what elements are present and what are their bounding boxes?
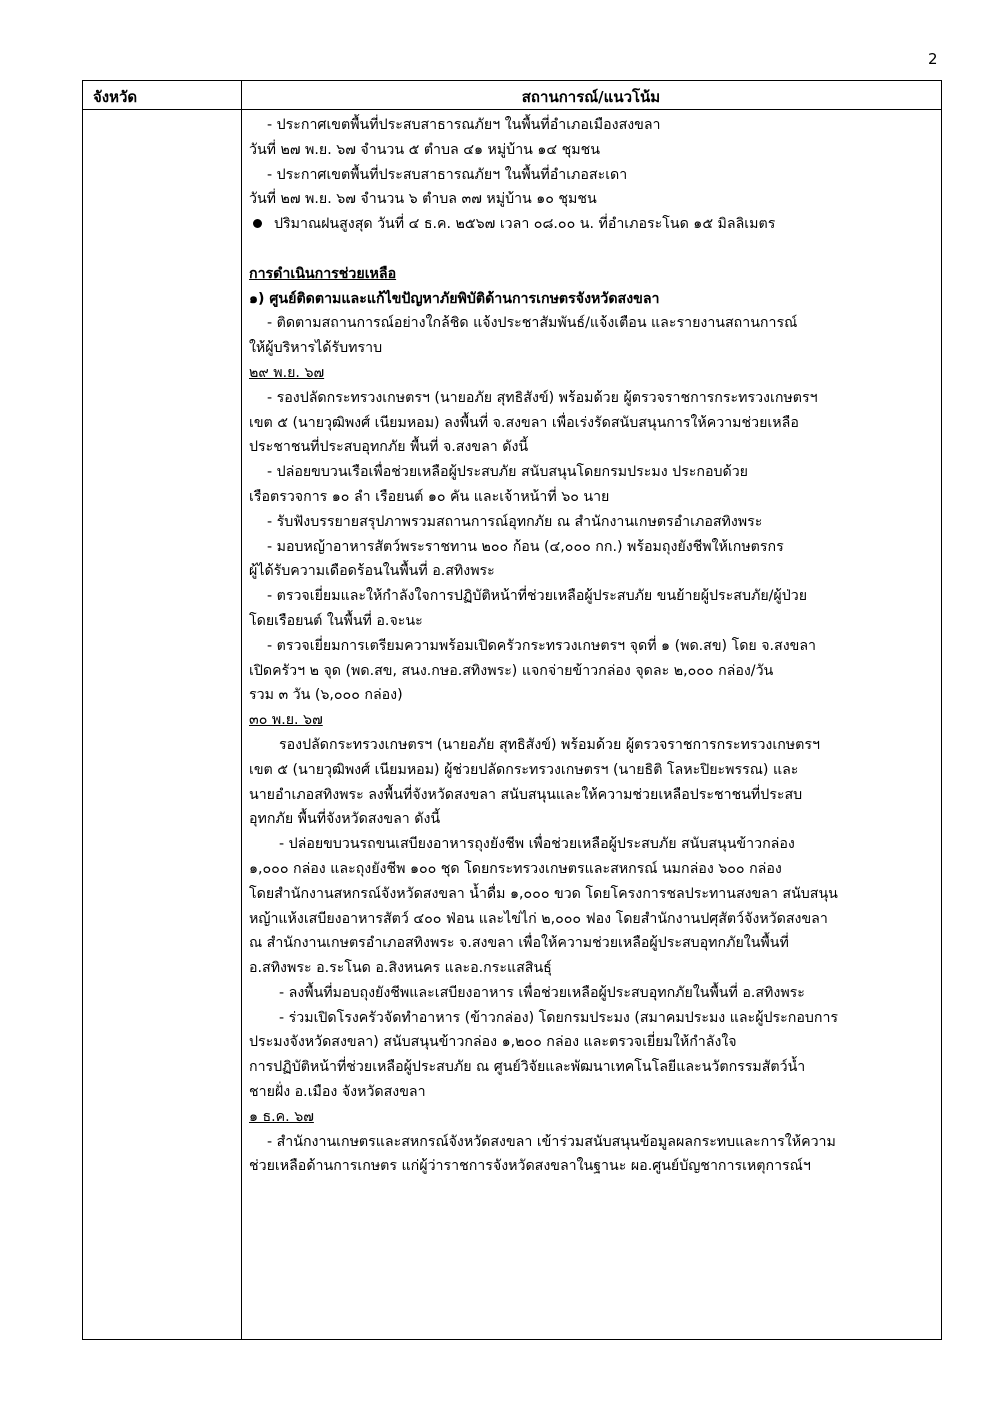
line-text: - ประกาศเขตพื้นที่ประสบสาธารณภัยฯ ในพื้นที่อำเภอสะเดา: [267, 166, 628, 183]
line-text: - มอบหญ้าอาหารสัตว์พระราชทาน ๒๐๐ ก้อน (๔,๐๐๐ กก.) พร้อมถุงยังชีพให้เกษตรกร: [267, 538, 784, 555]
line-text: ๑ ธ.ค. ๖๗: [249, 1108, 314, 1125]
line-text: ๑,๐๐๐ กล่อง และถุงยังชีพ ๑๐๐ ชุด โดยกระทรวงเกษตรและสหกรณ์ นมกล่อง ๖๐๐ กล่อง: [249, 860, 782, 877]
line-text: อุทกภัย พื้นที่จังหวัดสงขลา ดังนี้: [249, 811, 441, 828]
text-line: [249, 535, 935, 560]
line-text: โดยสำนักงานสหกรณ์จังหวัดสงขลา น้ำดื่ม ๑,๐๐๐ ขวด โดยโครงการชลประทานสงขลา สนับสนุน: [249, 885, 838, 902]
line-text: - ร่วมเปิดโรงครัวจัดทำอาหาร (ข้าวกล่อง) โดยกรมประมง (สมาคมประมง และผู้ประกอบการ: [279, 1009, 839, 1026]
bullet-icon: [253, 219, 262, 228]
line-text: ณ สำนักงานเกษตรอำเภอสทิงพระ จ.สงขลา เพื่อให้ความช่วยเหลือผู้ประสบอุทกภัยในพื้นที่: [249, 935, 789, 952]
text-line: [249, 1154, 935, 1179]
line-text: - รับฟังบรรยายสรุปภาพรวมสถานการณ์อุทกภัย ณ สำนักงานเกษตรอำเภอสทิงพระ: [267, 513, 763, 530]
text-line: [249, 956, 935, 981]
line-text: - ตรวจเยี่ยมและให้กำลังใจการปฏิบัติหน้าที่ช่วยเหลือผู้ประสบภัย ขนย้ายผู้ประสบภัย/ผู้ป่วย: [267, 588, 808, 605]
text-line: [249, 907, 935, 932]
line-text: นายอำเภอสทิงพระ ลงพื้นที่จังหวัดสงขลา สนับสนุนและให้ความช่วยเหลือประชาชนที่ประสบ: [249, 786, 803, 803]
column-divider: [241, 81, 242, 1339]
text-line: [249, 832, 935, 857]
text-line: [249, 931, 935, 956]
table-header-row: [83, 81, 941, 110]
line-text: ชายฝั่ง อ.เมือง จังหวัดสงขลา: [249, 1084, 426, 1101]
text-line: [249, 187, 935, 212]
line-text: เขต ๕ (นายวุฒิพงศ์ เนียมหอม) ลงพื้นที่ จ.สงขลา เพื่อเร่งรัดสนับสนุนการให้ความช่วยเหลือ: [249, 414, 799, 431]
text-line: [249, 138, 935, 163]
line-text: - ปล่อยขบวนรถขนเสบียงอาหารถุงยังชีพ เพื่อช่วยเหลือผู้ประสบภัย สนับสนุนข้าวกล่อง: [279, 836, 795, 853]
blank-line: [249, 237, 935, 262]
line-text: ผู้ได้รับความเดือดร้อนในพื้นที่ อ.สทิงพระ: [249, 563, 495, 580]
text-line: [249, 336, 935, 361]
text-line: [249, 485, 935, 510]
date-heading: [249, 361, 935, 386]
line-text: - ลงพื้นที่มอบถุงยังชีพและเสบียงอาหาร เพื่อช่วยเหลือผู้ประสบอุทกภัยในพื้นที่ อ.สทิงพระ: [279, 984, 805, 1001]
text-line: [249, 882, 935, 907]
text-line: [249, 1055, 935, 1080]
line-text: ช่วยเหลือด้านการเกษตร แก่ผู้ว่าราชการจังหวัดสงขลาในฐานะ ผอ.ศูนย์บัญชาการเหตุการณ์ฯ: [249, 1158, 811, 1175]
text-line: [249, 411, 935, 436]
text-line: [249, 510, 935, 535]
text-line: [249, 435, 935, 460]
line-text: อ.สทิงพระ อ.ระโนด อ.สิงหนคร และอ.กระแสสินธุ์: [249, 960, 552, 977]
line-text: ๑) ศูนย์ติดตามและแก้ไขปัญหาภัยพิบัติด้านการเกษตรจังหวัดสงขลา: [249, 290, 660, 307]
line-text: รองปลัดกระทรวงเกษตรฯ (นายอภัย สุทธิสังข์) พร้อมด้วย ผู้ตรวจราชการกระทรวงเกษตรฯ: [279, 736, 820, 753]
line-text: การปฏิบัติหน้าที่ช่วยเหลือผู้ประสบภัย ณ ศูนย์วิจัยและพัฒนาเทคโนโลยีและนวัตกรรมสัตว์น้ำ: [249, 1059, 806, 1076]
line-text: วันที่ ๒๗ พ.ย. ๖๗ จำนวน ๕ ตำบล ๔๑ หมู่บ้าน ๑๔ ชุมชน: [249, 141, 600, 158]
line-text: การดำเนินการช่วยเหลือ: [249, 265, 397, 282]
text-line: [249, 683, 935, 708]
text-line: [249, 1006, 935, 1031]
text-line: [249, 559, 935, 584]
document-table: [82, 80, 942, 1340]
line-text: - ประกาศเขตพื้นที่ประสบสาธารณภัยฯ ในพื้นที่อำเภอเมืองสงขลา: [267, 117, 661, 133]
line-text: ๒๙ พ.ย. ๖๗: [249, 364, 325, 381]
line-text: - ติดตามสถานการณ์อย่างใกล้ชิด แจ้งประชาสัมพันธ์/แจ้งเตือน และรายงานสถานการณ์: [267, 315, 798, 332]
situation-cell: [249, 113, 935, 1179]
date-heading: [249, 708, 935, 733]
subsection-heading: [249, 287, 935, 312]
text-line: [249, 460, 935, 485]
text-line: [249, 311, 935, 336]
text-line: [249, 113, 935, 138]
line-text: เขต ๕ (นายวุฒิพงศ์ เนียมหอม) ผู้ช่วยปลัดกระทรวงเกษตรฯ (นายธิติ โลหะปิยะพรรณ) และ: [249, 761, 799, 778]
text-line: [249, 1080, 935, 1105]
text-line: [249, 807, 935, 832]
text-line: [249, 783, 935, 808]
page-number: 2: [928, 50, 938, 68]
line-text: หญ้าแห้งเสบียงอาหารสัตว์ ๔๐๐ ฟ่อน และไข่ไก่ ๒,๐๐๐ ฟอง โดยสำนักงานปศุสัตว์จังหวัดสงขลา: [249, 910, 828, 927]
line-text: เปิดครัวฯ ๒ จุด (พด.สข, สนง.กษอ.สทิงพระ) แจกจ่ายข้าวกล่อง จุดละ ๒,๐๐๐ กล่อง/วัน: [249, 662, 774, 679]
text-line: [249, 386, 935, 411]
header-situation: สถานการณ์/แนวโน้ม: [521, 88, 661, 106]
text-line: [249, 733, 935, 758]
text-line: [249, 758, 935, 783]
line-text: - ตรวจเยี่ยมการเตรียมความพร้อมเปิดครัวกระทรวงเกษตรฯ จุดที่ ๑ (พด.สข) โดย จ.สงขลา: [267, 637, 817, 654]
header-province: จังหวัด: [93, 88, 138, 106]
text-line: [249, 634, 935, 659]
section-heading: [249, 262, 935, 287]
line-text: ปริมาณฝนสูงสุด วันที่ ๔ ธ.ค. ๒๕๖๗ เวลา ๐๘.๐๐ น. ที่อำเภอระโนด ๑๕ มิลลิเมตร: [274, 216, 776, 233]
line-text: - รองปลัดกระทรวงเกษตรฯ (นายอภัย สุทธิสังข์) พร้อมด้วย ผู้ตรวจราชการกระทรวงเกษตรฯ: [267, 389, 818, 406]
text-line: [249, 609, 935, 634]
text-line: [249, 163, 935, 188]
line-text: ประมงจังหวัดสงขลา) สนับสนุนข้าวกล่อง ๑,๒๐๐ กล่อง และตรวจเยี่ยมให้กำลังใจ: [249, 1034, 737, 1051]
text-line: [249, 659, 935, 684]
date-heading: [249, 1105, 935, 1130]
line-text: เรือตรวจการ ๑๐ ลำ เรือยนต์ ๑๐ คัน และเจ้าหน้าที่ ๖๐ นาย: [249, 488, 610, 505]
text-line: [249, 981, 935, 1006]
line-text: ให้ผู้บริหารได้รับทราบ: [249, 340, 383, 357]
bullet-item: [249, 212, 935, 237]
line-text: - ปล่อยขบวนเรือเพื่อช่วยเหลือผู้ประสบภัย สนับสนุนโดยกรมประมง ประกอบด้วย: [267, 464, 748, 481]
text-line: [249, 584, 935, 609]
line-text: ๓๐ พ.ย. ๖๗: [249, 712, 323, 729]
text-line: [249, 1030, 935, 1055]
text-line: [249, 857, 935, 882]
line-text: โดยเรือยนต์ ในพื้นที่ อ.จะนะ: [249, 612, 423, 629]
line-text: รวม ๓ วัน (๖,๐๐๐ กล่อง): [249, 687, 403, 704]
line-text: - สำนักงานเกษตรและสหกรณ์จังหวัดสงขลา เข้าร่วมสนับสนุนข้อมูลผลกระทบและการให้ความ: [267, 1133, 836, 1150]
line-text: วันที่ ๒๗ พ.ย. ๖๗ จำนวน ๖ ตำบล ๓๗ หมู่บ้าน ๑๐ ชุมชน: [249, 191, 597, 208]
line-text: ประชาชนที่ประสบอุทกภัย พื้นที่ จ.สงขลา ดังนี้: [249, 439, 529, 456]
text-line: [249, 1130, 935, 1155]
